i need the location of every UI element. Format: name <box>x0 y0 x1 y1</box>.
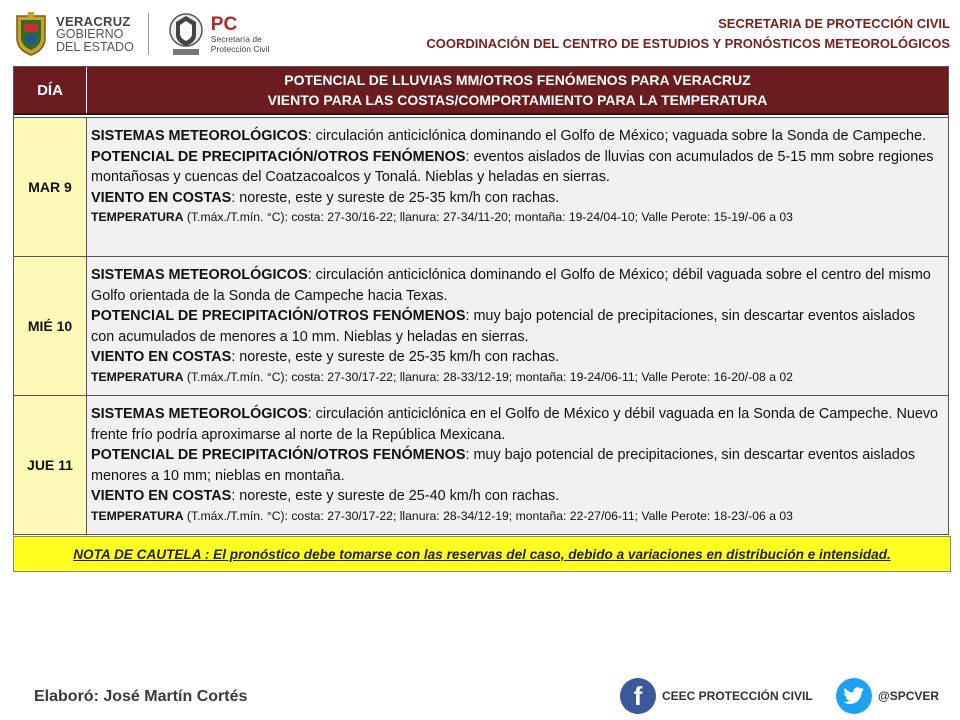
sistemas-paragraph <box>91 404 942 445</box>
veracruz-logo-line3: DEL ESTADO <box>56 39 134 54</box>
temp-text: (T.máx./T.mín. °C): costa: 27-30/17-22; llanura: 28-33/12-19; montaña: 19-24/06-11; Valle Perote: 16-20/-08 a 02 <box>183 369 793 384</box>
row-content <box>87 118 948 256</box>
header-title-coordinacion: COORDINACIÓN DEL CENTRO DE ESTUDIOS Y PRONÓSTICOS METEOROLÓGICOS <box>426 36 950 51</box>
row-day: MIÉ 10 <box>14 257 87 395</box>
twitter-link[interactable] <box>836 678 939 714</box>
viento-label: VIENTO EN COSTAS <box>91 189 232 206</box>
viento-paragraph <box>91 188 942 209</box>
temp-label: TEMPERATURA <box>91 508 184 523</box>
column-header-forecast-line2: VIENTO PARA LAS COSTAS/COMPORTAMIENTO PARA LA TEMPERATURA <box>267 92 768 108</box>
pc-logo-sub1: Secretaría de <box>210 33 262 44</box>
facebook-icon[interactable]: f <box>620 678 656 714</box>
precip-paragraph <box>91 445 942 486</box>
pc-logo-sub2: Protección Civil <box>210 43 270 54</box>
header-titles <box>426 14 950 54</box>
proteccion-civil-logo <box>167 11 270 57</box>
proteccion-civil-emblem-icon <box>167 11 205 57</box>
temp-paragraph <box>91 368 942 386</box>
column-header-forecast <box>87 67 948 113</box>
veracruz-shield-icon <box>14 12 48 56</box>
precip-text: : eventos aislados de lluvias con acumulados de 5-15 mm sobre regiones montañosas y cuencas del Coatzacoalcos y Tonalá. Nieblas y heladas en sierras. <box>91 148 934 185</box>
sistemas-text: : circulación anticiclónica dominando el Golfo de México; débil vaguada sobre el centro del mismo Golfo orientada de la Sonda de Campeche hacia Texas. <box>91 267 931 304</box>
column-header-forecast-line1: POTENCIAL DE LLUVIAS MM/OTROS FENÓMENOS PARA VERACRUZ <box>284 72 751 88</box>
viento-paragraph <box>91 486 942 507</box>
forecast-table <box>13 66 949 535</box>
veracruz-logo <box>14 12 134 56</box>
temp-paragraph <box>91 208 942 226</box>
pc-logo-title: PC <box>210 13 238 35</box>
facebook-label[interactable]: CEEC PROTECCIÓN CIVIL <box>662 689 813 703</box>
sistemas-label: SISTEMAS METEOROLÓGICOS <box>91 406 308 422</box>
viento-text: : noreste, este y sureste de 25-35 km/h con rachas. <box>231 349 560 365</box>
facebook-link[interactable] <box>620 678 813 714</box>
precip-paragraph <box>91 147 942 188</box>
twitter-label[interactable]: @SPCVER <box>878 689 940 703</box>
viento-paragraph <box>91 347 942 368</box>
table-header <box>14 67 948 115</box>
caution-note <box>13 536 951 572</box>
caution-note-text: NOTA DE CAUTELA : El pronóstico debe tomarse con las reservas del caso, debido a variaciones en distribución e intensidad. <box>73 546 891 562</box>
row-content <box>87 396 948 534</box>
precip-label: POTENCIAL DE PRECIPITACIÓN/OTROS FENÓMENOS <box>91 148 466 165</box>
row-content <box>87 257 948 395</box>
precip-label: POTENCIAL DE PRECIPITACIÓN/OTROS FENÓMENOS <box>91 308 466 324</box>
header-title-secretaria: SECRETARIA DE PROTECCIÓN CIVIL <box>718 16 950 31</box>
precip-label: POTENCIAL DE PRECIPITACIÓN/OTROS FENÓMENOS <box>91 447 466 463</box>
row-day: MAR 9 <box>14 118 87 256</box>
temp-text: (T.máx./T.mín. °C): costa: 27-30/16-22; llanura: 27-34/11-20; montaña: 19-24/04-10; Valle Perote: 15-19/-06 a 03 <box>183 210 793 224</box>
veracruz-logo-line2: GOBIERNO <box>56 26 124 41</box>
temp-label: TEMPERATURA <box>91 210 184 224</box>
twitter-bird-icon <box>843 687 865 705</box>
sistemas-text: : circulación anticiclónica dominando el Golfo de México; vaguada sobre la Sonda de Campeche. <box>307 128 927 144</box>
sistemas-paragraph <box>91 265 942 306</box>
viento-text: : noreste, este y sureste de 25-35 km/h con rachas. <box>231 189 560 206</box>
temp-label: TEMPERATURA <box>91 369 184 384</box>
table-row <box>14 256 948 395</box>
sistemas-label: SISTEMAS METEOROLÓGICOS <box>91 128 308 144</box>
sistemas-label: SISTEMAS METEOROLÓGICOS <box>91 267 308 283</box>
viento-text: : noreste, este y sureste de 25-40 km/h con rachas. <box>231 488 560 504</box>
precip-text: : muy bajo potencial de precipitaciones, sin descartar eventos aislados menores a 10 mm; nieblas en montaña. <box>91 447 916 484</box>
precip-paragraph <box>91 306 942 347</box>
twitter-icon[interactable] <box>836 678 872 714</box>
table-row <box>14 117 948 256</box>
logo-divider <box>148 13 149 55</box>
veracruz-logo-line1: VERACRUZ <box>56 13 131 29</box>
author-credit: Elaboró: José Martín Cortés <box>34 688 248 705</box>
table-row <box>14 395 948 534</box>
column-header-day: DÍA <box>14 67 87 113</box>
precip-text: : muy bajo potencial de precipitaciones, sin descartar eventos aislados con acumulados de menores a 10 mm. Nieblas y heladas en sierras. <box>91 308 916 345</box>
viento-label: VIENTO EN COSTAS <box>91 488 232 504</box>
row-day: JUE 11 <box>14 396 87 534</box>
header-logos <box>14 8 269 60</box>
temp-paragraph <box>91 507 942 525</box>
sistemas-text: : circulación anticiclónica en el Golfo de México y débil vaguada en la Sonda de Campeche. Nuevo frente frío podría aproximarse al norte de la República Mexicana. <box>91 406 939 443</box>
sistemas-paragraph <box>91 126 942 147</box>
viento-label: VIENTO EN COSTAS <box>91 349 232 365</box>
temp-text: (T.máx./T.mín. °C): costa: 27-30/17-22; llanura: 28-34/12-19; montaña: 22-27/06-11; Valle Perote: 18-23/-06 a 03 <box>183 508 793 523</box>
